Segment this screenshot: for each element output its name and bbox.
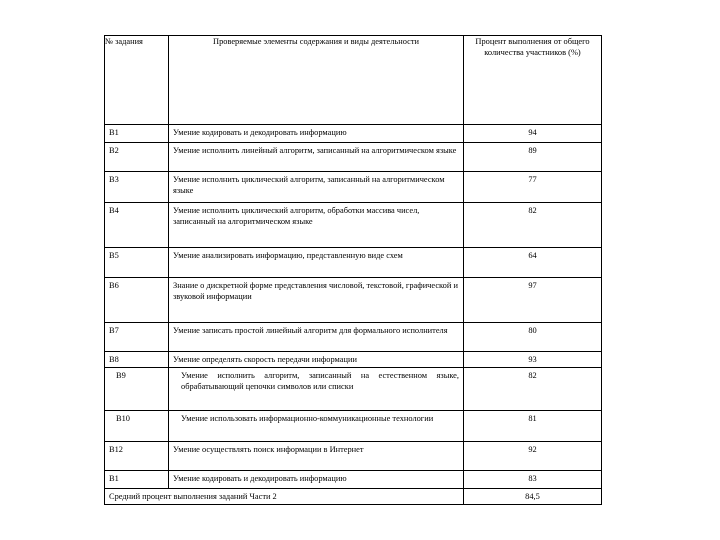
cell-percent: 81 <box>464 411 602 442</box>
cell-description: Умение записать простой линейный алгоритм для формального исполнителя <box>169 323 464 352</box>
table-row <box>105 352 602 368</box>
cell-description: Умение исполнить алгоритм, записанный на естественном языке, обрабатывающий цепочки символов или списки <box>169 368 464 411</box>
cell-task-number: В7 <box>105 323 169 352</box>
cell-task-number: В2 <box>105 143 169 172</box>
cell-description: Умение исполнить линейный алгоритм, записанный на алгоритмическом языке <box>169 143 464 172</box>
cell-percent: 82 <box>464 203 602 248</box>
header-task-number: № задания <box>105 36 169 125</box>
cell-description: Знание о дискретной форме представления числовой, текстовой, графической и звуковой информации <box>169 278 464 323</box>
cell-description: Умение использовать информационно-коммуникационные технологии <box>169 411 464 442</box>
table-row <box>105 368 602 411</box>
cell-percent: 93 <box>464 352 602 368</box>
cell-task-number: В4 <box>105 203 169 248</box>
cell-task-number: В12 <box>105 442 169 471</box>
table-total-row <box>105 489 602 505</box>
cell-description: Умение осуществлять поиск информации в Интернет <box>169 442 464 471</box>
cell-description: Умение кодировать и декодировать информацию <box>169 125 464 143</box>
table-header-row <box>105 36 602 125</box>
cell-percent: 82 <box>464 368 602 411</box>
header-percent: Процент выполнения от общего количества участников (%) <box>464 36 602 125</box>
cell-percent: 77 <box>464 172 602 203</box>
results-table <box>104 35 602 505</box>
cell-percent: 83 <box>464 471 602 489</box>
cell-task-number: В9 <box>105 368 169 411</box>
cell-percent: 94 <box>464 125 602 143</box>
table-row <box>105 323 602 352</box>
table-row <box>105 442 602 471</box>
cell-percent: 80 <box>464 323 602 352</box>
cell-task-number: В1 <box>105 125 169 143</box>
cell-task-number: В6 <box>105 278 169 323</box>
table-row <box>105 471 602 489</box>
table-row <box>105 203 602 248</box>
cell-description: Умение исполнить циклический алгоритм, записанный на алгоритмическом языке <box>169 172 464 203</box>
results-table-container <box>104 35 601 505</box>
cell-task-number: В3 <box>105 172 169 203</box>
table-row <box>105 278 602 323</box>
cell-description: Умение анализировать информацию, представленную виде схем <box>169 248 464 278</box>
table-row <box>105 125 602 143</box>
results-table-body <box>105 36 602 505</box>
cell-percent: 92 <box>464 442 602 471</box>
table-row <box>105 411 602 442</box>
total-label: Средний процент выполнения заданий Части 2 <box>105 489 464 505</box>
table-row <box>105 172 602 203</box>
cell-percent: 64 <box>464 248 602 278</box>
cell-task-number: В1 <box>105 471 169 489</box>
header-content-elements: Проверяемые элементы содержания и виды деятельности <box>169 36 464 125</box>
cell-description: Умение кодировать и декодировать информацию <box>169 471 464 489</box>
cell-description: Умение определять скорость передачи информации <box>169 352 464 368</box>
cell-description: Умение исполнить циклический алгоритм, обработки массива чисел, записанный на алгоритмическом языке <box>169 203 464 248</box>
table-row <box>105 143 602 172</box>
table-row <box>105 248 602 278</box>
cell-percent: 89 <box>464 143 602 172</box>
cell-task-number: В10 <box>105 411 169 442</box>
cell-percent: 97 <box>464 278 602 323</box>
cell-task-number: В8 <box>105 352 169 368</box>
cell-task-number: В5 <box>105 248 169 278</box>
total-value: 84,5 <box>464 489 602 505</box>
